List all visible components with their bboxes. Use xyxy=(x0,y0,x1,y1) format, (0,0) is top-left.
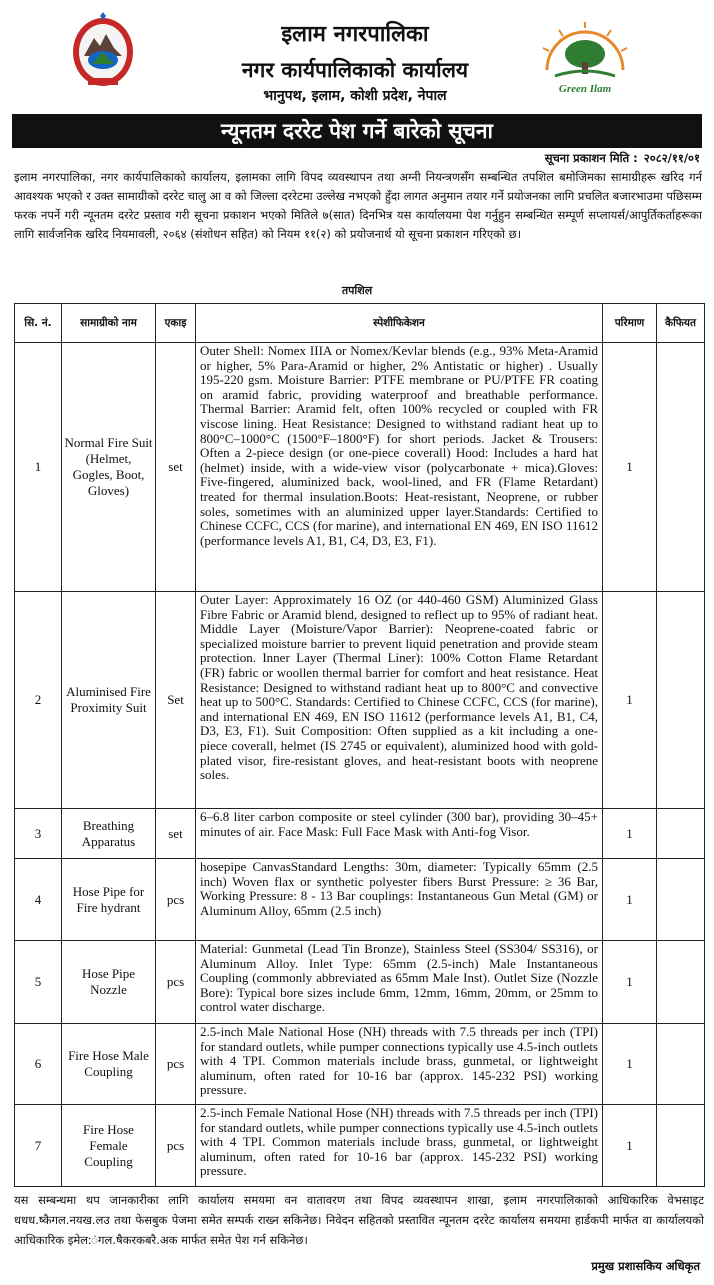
row-item-name: Fire Hose Male Coupling xyxy=(62,1024,156,1105)
row-quantity: 1 xyxy=(603,859,657,941)
publication-date-value: २०८२/११/०१ xyxy=(643,151,700,165)
table-row xyxy=(15,1024,705,1105)
publication-date xyxy=(543,151,700,166)
row-quantity: 1 xyxy=(603,343,657,592)
row-unit: pcs xyxy=(156,1105,196,1187)
header-remarks: कैफियत xyxy=(657,304,705,343)
header-quantity: परिमाण xyxy=(603,304,657,343)
table-title: तपशिल xyxy=(341,284,373,297)
row-specification: 2.5-inch Male National Hose (NH) threads with 7.5 threads per inch (TPI) for standard outlets, while pumper connections typically use 4.5-inch outlets with 4 TPI. Common materials include brass, gunmetal, or lightweight aluminum, often rated for 10-16 bar (approx. 145-232 PSI) working pressure. xyxy=(196,1024,603,1105)
row-specification: Material: Gunmetal (Lead Tin Bronze), Stainless Steel (SS304/ SS316), or Aluminum Alloy. Inlet Type: 65mm (2.5-inch) Male Instantaneous Coupling (commonly abbreviated as 65mm Male Inst). Outlet Size (Nozzle Bore): Typical bore sizes include 6mm, 12mm, 16mm, 20mm, or 25mm to control water discharge. xyxy=(196,941,603,1024)
header-item-name: सामाग्रीको नाम xyxy=(62,304,156,343)
municipality-name: इलाम नगरपालिका xyxy=(281,22,429,47)
header-specification: स्पेशीफिकेशन xyxy=(196,304,603,343)
row-specification: 2.5-inch Female National Hose (NH) threads with 7.5 threads per inch (TPI) for standard outlets, while pumper connections typically use 4.5-inch outlets with 4 TPI. Common materials include brass, gunmetal, or lightweight aluminum, often rated for 10-16 bar (approx. 145-232 PSI) working pressure. xyxy=(196,1105,603,1187)
green-ilam-logo-icon xyxy=(535,18,635,98)
row-sn: 2 xyxy=(15,592,62,809)
row-remarks xyxy=(657,941,705,1024)
row-sn: 7 xyxy=(15,1105,62,1187)
row-unit: set xyxy=(156,809,196,859)
row-remarks xyxy=(657,1024,705,1105)
row-remarks xyxy=(657,809,705,859)
row-quantity: 1 xyxy=(603,1105,657,1187)
green-ilam-logo-text: Green Ilam xyxy=(558,83,612,95)
row-sn: 6 xyxy=(15,1024,62,1105)
row-sn: 5 xyxy=(15,941,62,1024)
table-row xyxy=(15,343,705,592)
row-quantity: 1 xyxy=(603,592,657,809)
row-specification: 6–6.8 liter carbon composite or steel cylinder (300 bar), providing 30–45+ minutes of air. Face Mask: Full Face Mask with Anti-fog Visor. xyxy=(196,809,603,859)
row-unit: pcs xyxy=(156,941,196,1024)
row-item-name: Hose Pipe for Fire hydrant xyxy=(62,859,156,941)
notice-title: न्यूनतम दररेट पेश गर्ने बारेको सूचना xyxy=(12,114,702,148)
row-specification: Outer Shell: Nomex IIIA or Nomex/Kevlar blends (e.g., 93% Meta-Aramid or higher, 5% Para-Aramid or higher, 2% Antistatic or higher) . Usually 195-220 gsm. Moisture Barrier: PTFE membrane or PU/PTFE FR coating on aramid fabric, providing waterproof and breathable performance. Thermal Barrier: Aramid felt, often 100% recycled or coupled with FR viscose lining. Heat Resistance: Designed to withstand radiant heat up to 800°C–1000°C (1500°F–1800°F) for short periods. Jacket & Trousers: Often a 2-piece design (or one-piece coverall) Hood: Includes a hard hat (helmet) inside, with a wide-view visor (polycarbonate + mica).Gloves: Five-fingered, aluminized back, wool-lined, and FR (Flame Retardant) treated for thermal insulation.Boots: Heat-resistant, Neoprene, or rubber soles, sometimes with an aluminized upper layer.Standards: Certified to Chinese CCFC, CCS (for marine), and international EN 469, EN ISO 11612 (performance levels A1, B1, C4, D3, E3, F1). xyxy=(196,343,603,592)
publication-date-label: सूचना प्रकाशन मिति : xyxy=(544,151,638,165)
row-unit: pcs xyxy=(156,859,196,941)
office-name: नगर कार्यपालिकाको कार्यालय xyxy=(241,58,469,82)
row-specification: Outer Layer: Approximately 16 OZ (or 440-460 GSM) Aluminized Glass Fibre Fabric or Aramid blend, designed to reflect up to 95% of radiant heat. Middle Layer (Moisture/Vapor Barrier): Neoprene-coated fabric or specialized moisture barrier to prevent liquid penetration and provide steam protection. Inner Layer (Thermal Liner): 100% Cotton Flame Retardant (FR) fabric or woollen thermal barrier for comfort and heat resistance. Heat Resistance: Designed to withstand radiant heat up to 800°C and convective heat up to 500°C. Standards: Certified to Chinese CCFC, CCS (for marine), and international EN 469, EN ISO 11612 (performance levels A1, B1, C4, D3, E3, F1). Suit Composition: Often supplied as a kit including a one-piece coverall, helmet (IS 2745 or equivalent), aluminized hood with gold-plated visor, fire-resistant gloves, and heat-resistant boots with neoprene soles. xyxy=(196,592,603,809)
header-unit: एकाइ xyxy=(156,304,196,343)
letterhead xyxy=(0,0,714,110)
row-remarks xyxy=(657,1105,705,1187)
row-unit: pcs xyxy=(156,1024,196,1105)
intro-paragraph: इलाम नगरपालिका, नगर कार्यपालिकाको कार्यालय, इलामका लागि विपद व्यवस्थापन तथा अग्नी नियन्त्रणसँग सम्बन्धित तपशिल बमोजिमका सामाग्रीहरू खरिद गर्न आवश्यक भएको र उक्त सामाग्रीको दररेट चालु आ व को जिल्ला दररेटमा उल्लेख नभएको हुँदा लागत अनुमान तयार गर्ने प्रयोजनका लागि प्रचलित बजारभाउमा पछिसम्म फरक नपर्ने गरी न्यूनतम दररेट प्रस्ताव गरी सूचना प्रकाशन भएको मितिले ७(सात) दिनभित्र यस कार्यालयमा पेश गर्नुहुन सम्बन्धित सम्पूर्ण सप्लायर्स/आपुर्तिकर्ताहरूका लागि सार्वजनिक खरिद नियमावली, २०६४ (संशोधन सहित) को नियम ११(२) को प्रयोजनार्थ यो सूचना प्रकाशन गरिएको छ। xyxy=(14,170,702,241)
table-header-row xyxy=(15,304,705,343)
table-row xyxy=(15,859,705,941)
row-quantity: 1 xyxy=(603,1024,657,1105)
row-sn: 1 xyxy=(15,343,62,592)
table-row xyxy=(15,809,705,859)
row-unit: set xyxy=(156,343,196,592)
table-row xyxy=(15,592,705,809)
signature-title: प्रमुख प्रशासकिय अधिकृत xyxy=(591,1259,700,1273)
row-item-name: Normal Fire Suit (Helmet, Gogles, Boot, Gloves) xyxy=(62,343,156,592)
row-sn: 3 xyxy=(15,809,62,859)
footer-paragraph: यस सम्बन्धमा थप जानकारीका लागि कार्यालय समयमा वन वातावरण तथा विपद व्यवस्थापन शाखा, इलाम नगरपालिकाको आधिकारिक वेभसाइट धधध.ष्कैगल.नयख.लउ तथा फेसबुक पेजमा समेत सम्पर्क राख्न सकिनेछ। निवेदन सहितको प्रस्तावित न्यूनतम दररेट कार्यालय समयमा हार्डकपी मार्फत वा कार्यालयको आधिकारिक इमेल:ंगल.षैकरकबरै.अक मार्फत समेत पेश गर्न सकिनेछ। xyxy=(14,1193,704,1247)
row-remarks xyxy=(657,343,705,592)
row-remarks xyxy=(657,859,705,941)
specification-table xyxy=(14,303,705,1187)
row-item-name: Fire Hose Female Coupling xyxy=(62,1105,156,1187)
row-quantity: 1 xyxy=(603,809,657,859)
row-sn: 4 xyxy=(15,859,62,941)
table-row xyxy=(15,1105,705,1187)
row-unit: Set xyxy=(156,592,196,809)
row-specification: hosepipe CanvasStandard Lengths: 30m, diameter: Typically 65mm (2.5 inch) Woven flax or synthetic polyester fibers Burst Pressure: ≥ 36 Bar, Working Pressure: 8 - 13 Bar couplings: Instantaneous Gun Metal (GM) or Aluminum Alloy, 65mm (2.5 inch) xyxy=(196,859,603,941)
office-address: भानुपथ, इलाम, कोशी प्रदेश, नेपाल xyxy=(263,88,447,104)
nepal-emblem-icon xyxy=(70,12,136,90)
header-sn: सि. नं. xyxy=(15,304,62,343)
row-item-name: Breathing Apparatus xyxy=(62,809,156,859)
row-quantity: 1 xyxy=(603,941,657,1024)
row-remarks xyxy=(657,592,705,809)
table-row xyxy=(15,941,705,1024)
row-item-name: Hose Pipe Nozzle xyxy=(62,941,156,1024)
row-item-name: Aluminised Fire Proximity Suit xyxy=(62,592,156,809)
